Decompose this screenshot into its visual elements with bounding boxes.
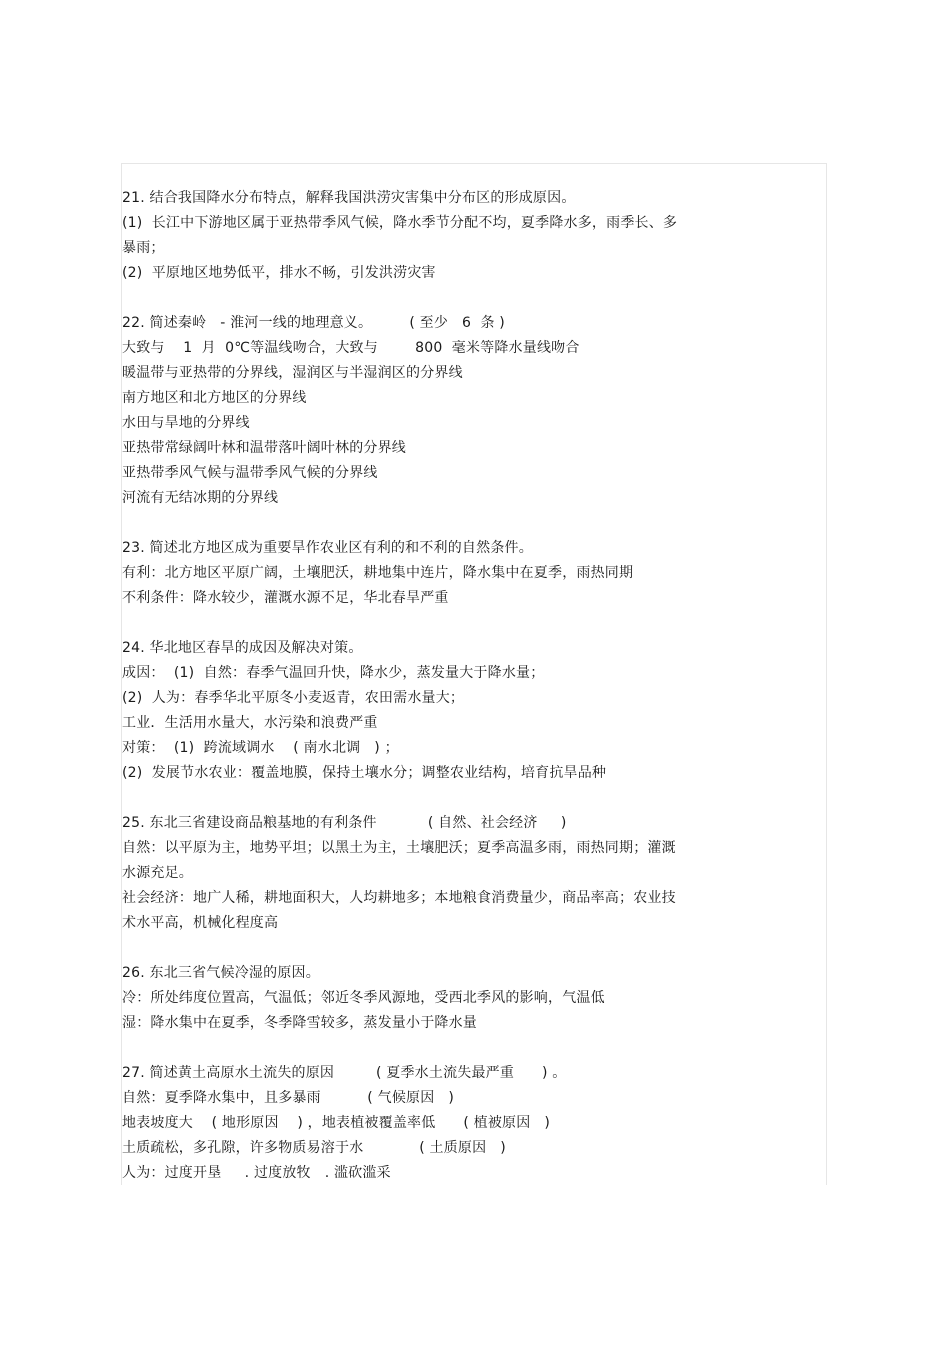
document-body — [122, 186, 722, 1186]
answer-line: 社会经济：地广人稀，耕地面积大，人均耕地多；本地粮食消费量少，商品率高；农业技 — [122, 890, 676, 906]
section-27 — [122, 1061, 722, 1186]
answer-line: 亚热带季风气候与温带季风气候的分界线 — [122, 465, 378, 481]
answer-line: 对策： (1) 跨流域调水 ( 南水北调 ) ； — [122, 740, 399, 756]
answer-line: 暖温带与亚热带的分界线，湿润区与半湿润区的分界线 — [122, 365, 463, 381]
answer-line: 自然：夏季降水集中，且多暴雨 ( 气候原因 ) — [122, 1090, 455, 1106]
section-23 — [122, 536, 722, 611]
answer-line: 湿：降水集中在夏季，冬季降雪较多，蒸发量小于降水量 — [122, 1015, 477, 1031]
answer-line: 河流有无结冰期的分界线 — [122, 490, 279, 506]
answer-line: 水田与旱地的分界线 — [122, 415, 250, 431]
answer-line: 有利：北方地区平原广阔，土壤肥沃，耕地集中连片，降水集中在夏季，雨热同期 — [122, 565, 634, 581]
answer-line: 地表坡度大 ( 地形原因 ) ，地表植被覆盖率低 ( 植被原因 ) — [122, 1115, 551, 1131]
question-26: 26. 东北三省气候冷湿的原因。 — [122, 965, 320, 981]
section-25 — [122, 811, 722, 936]
answer-line: 南方地区和北方地区的分界线 — [122, 390, 307, 406]
answer-line: (2) 平原地区地势低平，排水不畅，引发洪涝灾害 — [122, 265, 436, 281]
section-24 — [122, 636, 722, 786]
answer-line: 水源充足。 — [122, 865, 193, 881]
section-26 — [122, 961, 722, 1036]
answer-line: (1) 长江中下游地区属于亚热带季风气候，降水季节分配不均，夏季降水多，雨季长、多 — [122, 215, 678, 231]
answer-line: 不利条件：降水较少，灌溉水源不足，华北春旱严重 — [122, 590, 449, 606]
answer-line: 大致与 1 月 0℃等温线吻合，大致与 800 毫米等降水量线吻合 — [122, 340, 580, 356]
section-21 — [122, 186, 722, 286]
question-24: 24. 华北地区春旱的成因及解决对策。 — [122, 640, 363, 656]
section-22 — [122, 311, 722, 511]
answer-line: 工业．生活用水量大，水污染和浪费严重 — [122, 715, 378, 731]
answer-line: 冷：所处纬度位置高，气温低；邻近冬季风源地，受西北季风的影响，气温低 — [122, 990, 605, 1006]
question-23: 23. 简述北方地区成为重要旱作农业区有利的和不利的自然条件。 — [122, 540, 533, 556]
answer-line: 自然：以平原为主，地势平坦；以黑土为主，土壤肥沃；夏季高温多雨，雨热同期；灌溉 — [122, 840, 676, 856]
question-21: 21. 结合我国降水分布特点，解释我国洪涝灾害集中分布区的形成原因。 — [122, 190, 576, 206]
answer-line: 成因： (1) 自然：春季气温回升快，降水少，蒸发量大于降水量； — [122, 665, 545, 681]
question-25: 25. 东北三省建设商品粮基地的有利条件 ( 自然、社会经济 ) — [122, 815, 567, 831]
question-22: 22. 简述秦岭 - 淮河一线的地理意义。 ( 至少 6 条 ) — [122, 315, 505, 331]
answer-line: 人为：过度开垦 . 过度放牧 . 滥砍滥采 — [122, 1165, 391, 1181]
question-27: 27. 简述黄土高原水土流失的原因 ( 夏季水土流失最严重 ) 。 — [122, 1065, 567, 1081]
answer-line: (2) 人为：春季华北平原冬小麦返青，农田需水量大； — [122, 690, 465, 706]
answer-line: (2) 发展节水农业：覆盖地膜，保持土壤水分；调整农业结构，培育抗旱品种 — [122, 765, 607, 781]
answer-line: 术水平高，机械化程度高 — [122, 915, 279, 931]
answer-line: 土质疏松，多孔隙，许多物质易溶于水 ( 土质原因 ) — [122, 1140, 506, 1156]
answer-line: 亚热带常绿阔叶林和温带落叶阔叶林的分界线 — [122, 440, 406, 456]
answer-line: 暴雨； — [122, 240, 165, 256]
